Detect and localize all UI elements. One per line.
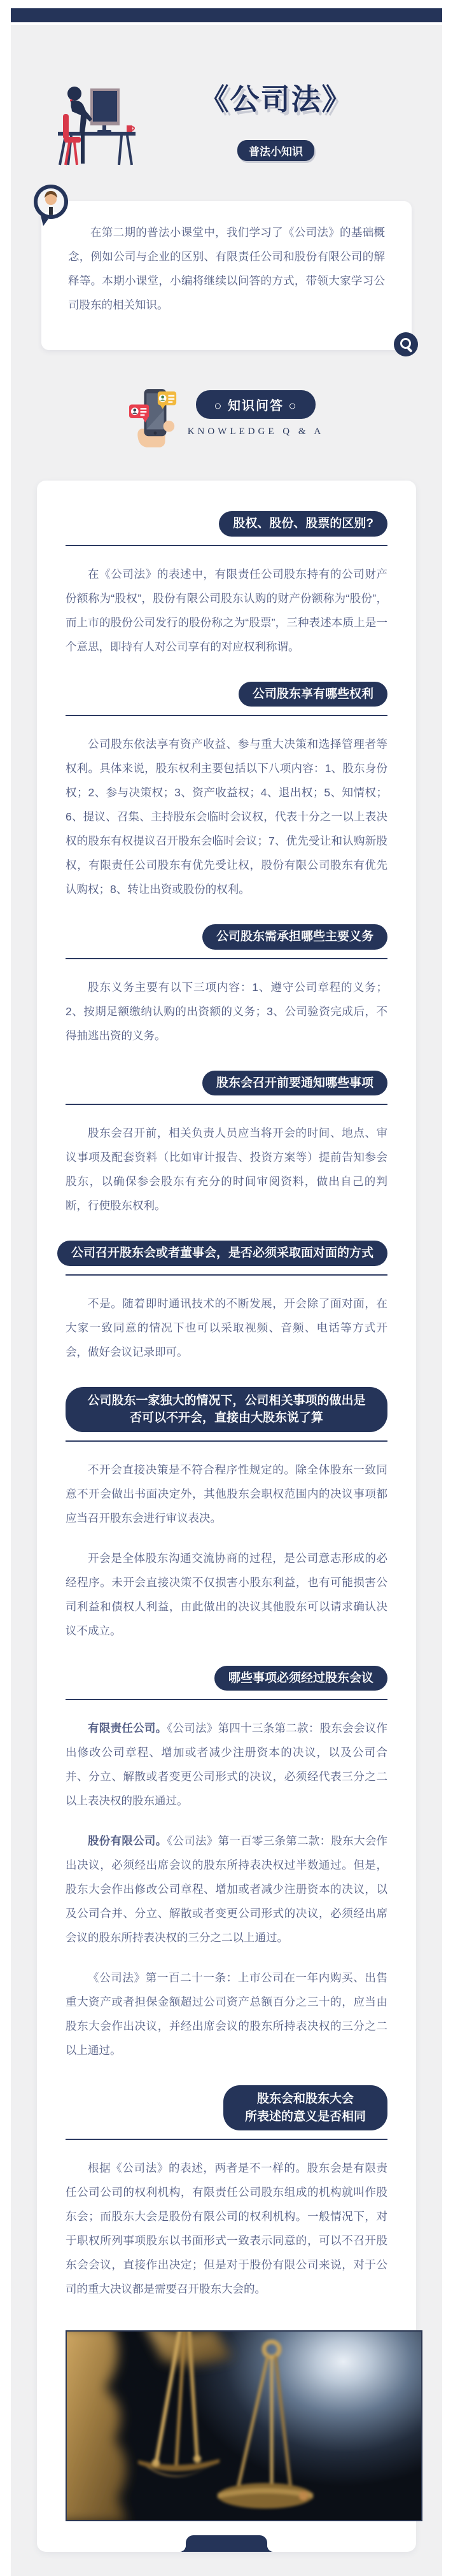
intro-section: [41, 201, 412, 350]
section-meeting-vs-general-meeting: [66, 2085, 387, 2301]
divider: [66, 958, 387, 959]
desk-illustration-icon: [55, 71, 141, 166]
intro-card: [41, 201, 412, 350]
section-equity-difference: [66, 511, 387, 659]
article-header: [11, 25, 442, 201]
paragraph: 《公司法》第一百二十一条：上市公司在一年内购买、出售重大资产或者担保金额超过公司资产总额百分之三十的，应当由股东大会作出决议，并经出席会议的股东所持表决权的三分之二以上通过。: [66, 1971, 387, 2057]
main-article-card: [37, 481, 416, 2552]
page-title: 《公司法》: [199, 82, 352, 116]
section-face-to-face: [66, 1241, 387, 1364]
paragraph: 不是。随着即时通讯技术的不断发展，开会除了面对面，在大家一致同意的情况下也可以采取视频、音频、电话等方式开会，做好会议记录即可。: [66, 1297, 387, 1358]
scales-graphic: [67, 2332, 421, 2520]
section-matters-requiring-meeting: [66, 1666, 387, 2063]
section-shareholder-obligations: [66, 924, 387, 1048]
qa-pill: ○ 知识问答 ○: [196, 390, 315, 419]
justice-scales-image: [66, 2330, 422, 2521]
paragraph: 在《公司法》的表述中，有限责任公司股东持有的公司财产份额称为“股权”，股份有限公司股东认购的财产份额称为“股份”，而上市的股份公司发行的股份称之为“股票”，三种表述本质上是一个意思，即持有人对公司享有的对应权利称谓。: [66, 567, 387, 653]
paragraph: [66, 1716, 387, 1813]
divider: [66, 1104, 387, 1105]
section-majority-shareholder: [66, 1387, 387, 1643]
subtitle-badge: 普法小知识: [237, 140, 314, 161]
paragraph-body: 《公司法》第一百零三条第二款：股东大会作出决议，必须经出席会议的股东所持表决权过半数通过。但是，股东大会作出修改公司章程、增加或者减少注册资本的决议，以及公司合并、分立、解散或者变更公司形式的决议，必须经出席会议的股东所持表决权的三分之二以上通过。: [66, 1834, 387, 1945]
paragraph: 开会是全体股东沟通交流协商的过程，是公司意志形成的必经程序。未开会直接决策不仅损害小股东利益，也有可能损害公司利益和债权人利益，由此做出的决议其他股东可以请求确认决议不成立。: [66, 1551, 387, 1637]
paragraph-lead: 有限责任公司。: [88, 1722, 167, 1735]
paragraph: [66, 1829, 387, 1950]
section-badge: 公司股东需承担哪些主要义务: [202, 924, 387, 950]
article-page: [11, 8, 442, 2576]
top-accent-bar: [11, 8, 442, 22]
bottom-tab: [186, 2535, 267, 2552]
section-badge: 公司召开股东会或者董事会，是否必须采取面对面的方式: [57, 1241, 387, 1266]
section-badge: 哪些事项必须经过股东会议: [214, 1666, 387, 1691]
divider: [66, 1274, 387, 1276]
divider: [66, 1440, 387, 1442]
badge-line: 所表述的意义是否相同: [244, 2109, 366, 2123]
qa-heading: [11, 385, 442, 449]
paragraph: 股东会召开前，相关负责人员应当将开会的时间、地点、审议事项及配套资料（比如审计报告、投资方案等）提前告知参会股东，以确保参会股东有充分的时间审阅资料，做出自己的判断，行使股东权利。: [66, 1127, 387, 1213]
paragraph-body: 《公司法》第四十三条第二款：股东会会议作出修改公司章程、增加或者减少注册资本的决议，以及公司合并、分立、解散或者变更公司形式的决议，必须经代表三分之二以上表决权的股东通过。: [66, 1722, 387, 1808]
paragraph: 公司股东依法享有资产收益、参与重大决策和选择管理者等权利。具体来说，股东权利主要包括以下八项内容：1、股东身份权；2、参与决策权；3、资产收益权；4、退出权；5、知情权；6、提议、召集、主持股东会临时会议权，代表十分之一以上表决权的股东有权提议召开股东会临时会议；7、优先受让和认购新股权，有限责任公司股东有优先受让权，股份有限公司股东有优先认购权；8、转让出资或股份的权利。: [66, 738, 387, 896]
title-block: [200, 76, 352, 161]
narrator-avatar-icon: [32, 184, 70, 226]
paragraph-lead: 股份有限公司。: [88, 1834, 167, 1848]
qa-caption: KNOWLEDGE Q & A: [187, 426, 324, 437]
section-shareholder-rights: [66, 682, 387, 902]
intro-text: 在第二期的普法小课堂中，我们学习了《公司法》的基础概念，例如公司与企业的区别、有限责任公司和股份有限公司的解释等。本期小课堂，小编将继续以问答的方式，带领大家学习公司股东的相关知识。: [68, 226, 385, 311]
section-badge: 股权、股份、股票的区别?: [219, 511, 387, 537]
phone-chat-icon: [129, 385, 179, 449]
section-badge: 股东会召开前要通知哪些事项: [202, 1071, 387, 1096]
badge-line: 股东会和股东大会: [256, 2092, 354, 2106]
divider: [66, 545, 387, 546]
paragraph: 不开会直接决策是不符合程序性规定的。除全体股东一致同意不开会做出书面决定外，其他股东会职权范围内的决议事项都应当召开股东会进行审议表决。: [66, 1463, 387, 1524]
qa-heading-text: [188, 385, 324, 437]
content-background: [11, 25, 442, 2576]
divider: [66, 2139, 387, 2140]
paragraph: 根据《公司法》的表述，两者是不一样的。股东会是有限责任公司公司的权利机构，有限责任公司股东组成的机构就叫作股东会；而股东大会是股份有限公司的权利机构。一般情况下，对于职权所列事项股东以书面形式一致表示同意的，可以不召开股东会会议，直接作出决定；但是对于股份有限公司来说，对于公司的重大决议都是需要召开股东大会的。: [66, 2162, 387, 2296]
magnifier-icon: [394, 332, 418, 356]
section-badge: 公司股东一家独大的情况下，公司相关事项的做出是否可以不开会，直接由大股东说了算: [66, 1387, 387, 1432]
divider: [66, 715, 387, 716]
paragraph: 股东义务主要有以下三项内容：1、遵守公司章程的义务；2、按期足额缴纳认购的出资额的义务；3、公司验资完成后，不得抽逃出资的义务。: [66, 980, 387, 1042]
section-meeting-notice: [66, 1071, 387, 1218]
section-badge: 公司股东享有哪些权利: [239, 682, 387, 707]
section-badge: [223, 2085, 387, 2130]
divider: [66, 1699, 387, 1700]
